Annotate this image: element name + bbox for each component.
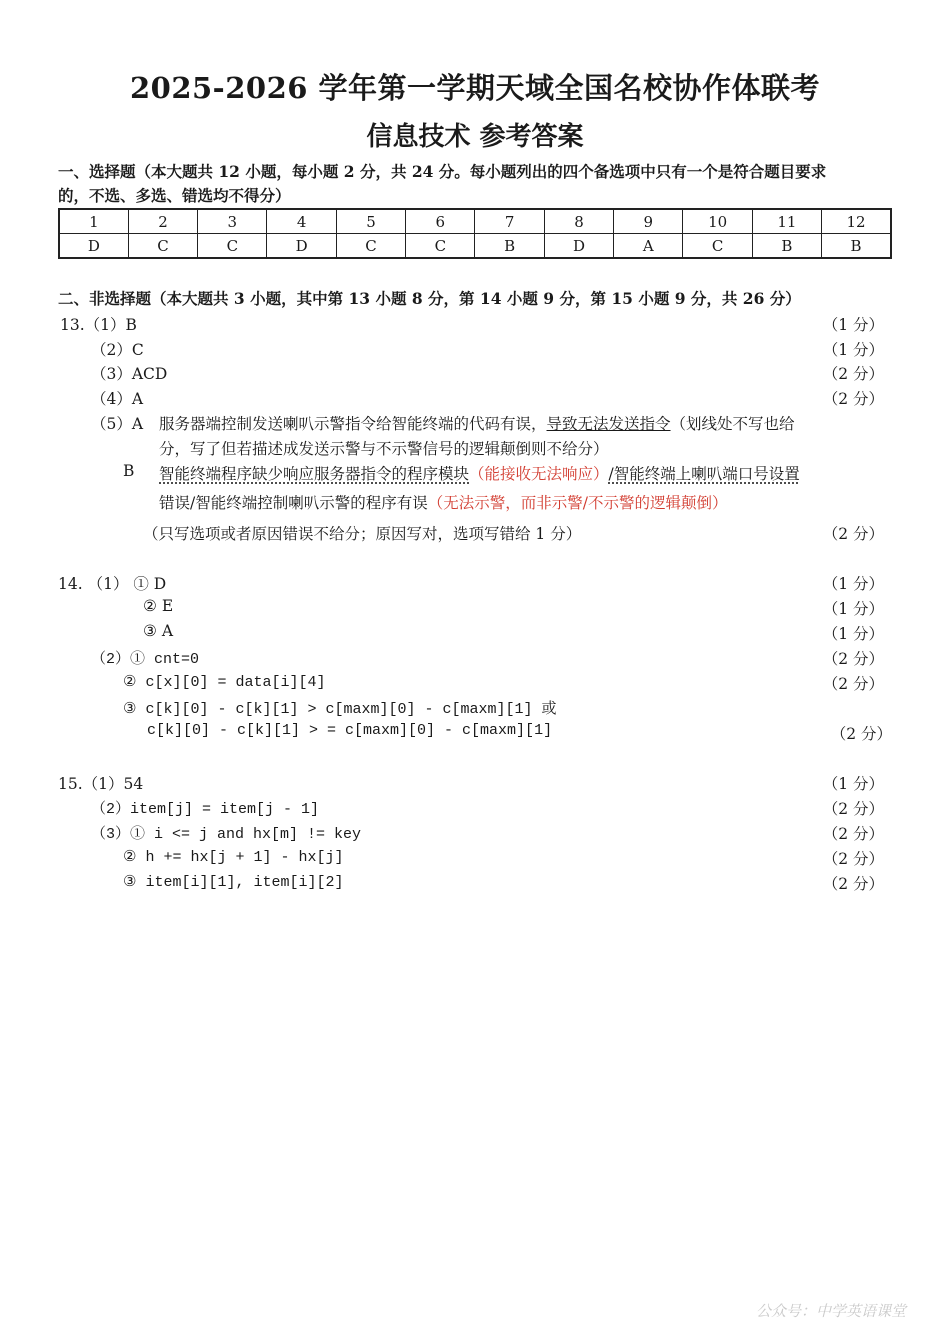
section2-heading: 二、非选择题（本大题共 3 小题，其中第 13 小题 8 分，第 14 小题 9 分，第 15 小题 9 分，共 26 分） — [58, 289, 801, 308]
q-number: 11 — [752, 209, 821, 234]
section1-heading-line1: 一、选择题（本大题共 12 小题，每小题 2 分，共 24 分。每小题列出的四个备选项中只有一个是符合题目要求 — [58, 162, 827, 181]
answer-row — [59, 234, 891, 259]
q14-part2-c-score: （2 分） — [830, 725, 892, 743]
q13-option-b-note: （能接收无法响应） — [469, 465, 609, 483]
q13-part5-line1 — [159, 412, 795, 434]
answer-cell: A — [614, 234, 683, 259]
q-number: 10 — [683, 209, 752, 234]
question-number-row — [59, 209, 891, 234]
q15-part2: （2）item[j] = item[j - 1] — [91, 801, 320, 818]
q13-option-b-note2: （无法示警，而非示警/不示警的逻辑颠倒） — [427, 494, 728, 512]
q15-part2-score: （2 分） — [822, 800, 884, 818]
q13-part2: （2）C — [91, 341, 144, 359]
q15-part1-score: （1 分） — [822, 775, 884, 793]
q14-part1-c-score: （1 分） — [822, 625, 884, 643]
q14-part1-b-score: （1 分） — [822, 600, 884, 618]
q13-part5-label: （5）A — [91, 415, 144, 433]
exam-subtitle: 信息技术 参考答案 — [366, 122, 584, 152]
q13-option-b-text2: 错误/智能终端控制喇叭示警的程序有误 — [159, 494, 428, 512]
q14-part1-b: ② E — [143, 597, 174, 615]
q13-part3: （3）ACD — [91, 365, 168, 383]
q13-option-b-label: B — [123, 462, 135, 480]
q14-part2-c-line2: c[k][0] - c[k][1] > = c[maxm][0] - c[maxm][1] — [147, 722, 553, 739]
answer-cell: C — [198, 234, 267, 259]
answer-table — [58, 208, 892, 259]
answer-cell: C — [128, 234, 197, 259]
answer-cell: C — [406, 234, 475, 259]
q-number: 9 — [614, 209, 683, 234]
q14-part2-b: ② c[x][0] = data[i][4] — [123, 674, 326, 691]
q-number: 7 — [475, 209, 544, 234]
answer-cell: D — [59, 234, 128, 259]
q13-part1: 13.（1）B — [60, 316, 137, 334]
q15-part3-c-score: （2 分） — [822, 875, 884, 893]
q13-option-b-text: 智能终端程序缺少响应服务器指令的程序模块 — [159, 465, 470, 483]
answer-cell: B — [822, 234, 891, 259]
q-number: 3 — [198, 209, 267, 234]
q-number: 4 — [267, 209, 336, 234]
answer-cell: B — [752, 234, 821, 259]
q15-part1: 15.（1）54 — [58, 775, 144, 793]
section1-heading-line2: 的，不选、多选、错选均不得分） — [58, 186, 291, 205]
q-number: 12 — [822, 209, 891, 234]
q13-part5-underlined: 导致无法发送指令 — [546, 415, 671, 433]
q15-part3-a-score: （2 分） — [822, 825, 884, 843]
answer-cell: B — [475, 234, 544, 259]
q13-part5-line2: 分，写了但若描述成发送示警与不示警信号的逻辑颠倒则不给分） — [159, 440, 609, 458]
q14-part2-b-score: （2 分） — [822, 675, 884, 693]
q13-option-b-text-post: /智能终端上喇叭端口号设置 — [608, 465, 800, 483]
q15-part3-b: ② h += hx[j + 1] - hx[j] — [123, 849, 344, 866]
q13-part5-text-post: （划线处不写也给 — [670, 415, 795, 433]
q14-part2-a-score: （2 分） — [822, 650, 884, 668]
q14-part2-c-line1: ③ c[k][0] - c[k][1] > c[maxm][0] - c[maxm][1] 或 — [123, 701, 557, 718]
q-number: 1 — [59, 209, 128, 234]
q13-option-b-line2 — [159, 491, 727, 513]
answer-cell: C — [336, 234, 405, 259]
exam-title: 2025-2026 学年第一学期天域全国名校协作体联考 — [129, 71, 821, 105]
q13-part4: （4）A — [91, 390, 144, 408]
q13-part3-score: （2 分） — [822, 365, 884, 383]
q14-part1-a: 14. （1） ① D — [58, 575, 167, 593]
q-number: 6 — [406, 209, 475, 234]
q13-grading-note: （只写选项或者原因错误不给分；原因写对，选项写错给 1 分） — [143, 525, 582, 543]
q15-part3-a: （3）① i <= j and hx[m] != key — [91, 826, 362, 843]
answer-cell: D — [267, 234, 336, 259]
q14-part2-a: （2）① cnt=0 — [91, 651, 200, 668]
q13-part5-score: （2 分） — [822, 525, 884, 543]
q13-part1-score: （1 分） — [822, 316, 884, 334]
q13-part4-score: （2 分） — [822, 390, 884, 408]
q15-part3-c: ③ item[i][1], item[i][2] — [123, 874, 344, 891]
watermark: 公众号：中学英语课堂 — [755, 1302, 906, 1320]
q-number: 8 — [544, 209, 613, 234]
q-number: 5 — [336, 209, 405, 234]
answer-cell: C — [683, 234, 752, 259]
answer-cell: D — [544, 234, 613, 259]
q14-part1-a-score: （1 分） — [822, 575, 884, 593]
q15-part3-b-score: （2 分） — [822, 850, 884, 868]
q13-option-b-line1 — [159, 462, 800, 484]
q-number: 2 — [128, 209, 197, 234]
q13-part2-score: （1 分） — [822, 341, 884, 359]
q14-part1-c: ③ A — [143, 622, 174, 640]
q13-part5-text: 服务器端控制发送喇叭示警指令给智能终端的代码有误， — [159, 415, 547, 433]
